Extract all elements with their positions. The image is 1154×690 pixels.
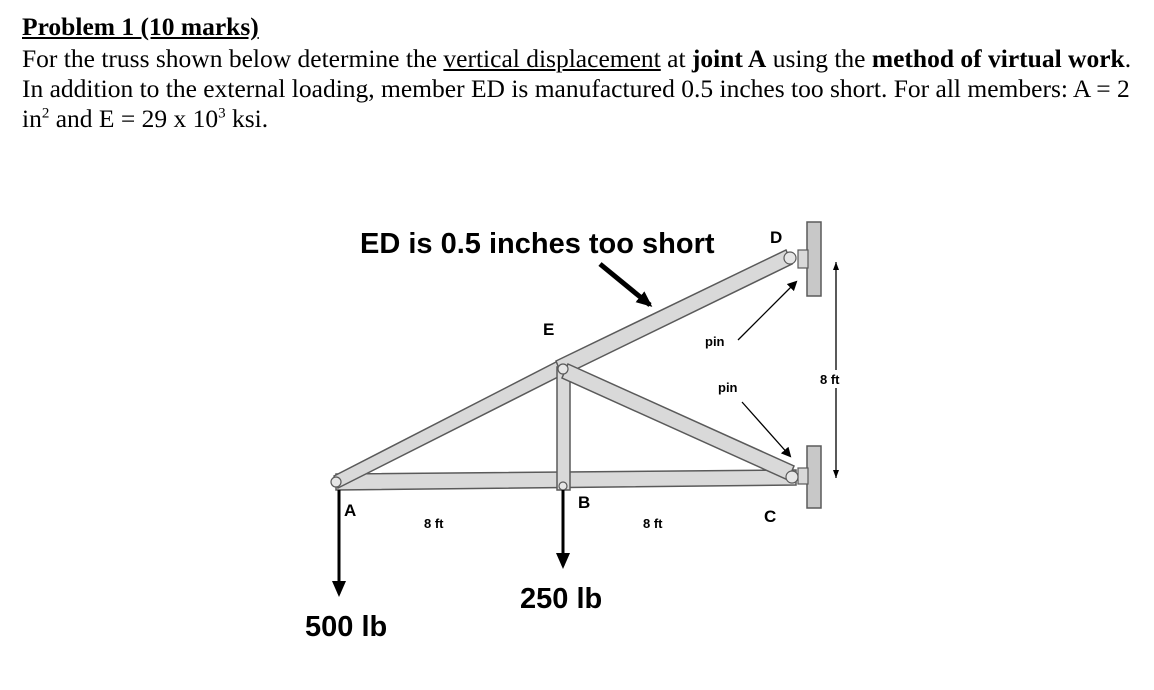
pin-label-upper: pin: [705, 334, 725, 349]
member-ae: [334, 361, 564, 488]
joint-label-a: A: [344, 501, 357, 520]
load-label-a: 500 lb: [305, 611, 388, 643]
pin-e: [558, 364, 568, 374]
statement-part: at: [660, 44, 692, 73]
statement-underlined-term: vertical displacement: [443, 44, 661, 73]
joint-label-e: E: [543, 320, 555, 339]
load-label-b: 250 lb: [520, 583, 603, 615]
modulus-exponent: 3: [218, 105, 226, 122]
statement-part: using the: [766, 44, 872, 73]
area-exponent: 2: [41, 105, 50, 122]
problem-heading: Problem 1 (10 marks): [22, 12, 259, 41]
pin-label-lower: pin: [718, 380, 738, 395]
pin-b: [559, 482, 567, 490]
annotation-arrow: [600, 264, 650, 305]
joint-label-c: C: [764, 507, 777, 526]
statement-part: For the truss shown below determine the: [22, 44, 444, 73]
member-ed: [556, 250, 792, 376]
dimension-cd: 8 ft: [820, 372, 840, 387]
dimension-ab: 8 ft: [424, 516, 444, 531]
pin-d: [784, 252, 796, 264]
pin-c: [786, 471, 798, 483]
support-wall-c: [798, 446, 821, 508]
member-eb: [557, 367, 570, 490]
joint-label-d: D: [770, 228, 783, 247]
pin-a: [331, 477, 341, 487]
annotation-ed-short: ED is 0.5 inches too short: [360, 228, 715, 260]
statement-part: . In addition to the external loading, member ED is manufactured 0.5 inches too short. For all members: A = 2 in: [22, 44, 1132, 133]
pin-pointer-upper: [738, 282, 796, 340]
statement-bold-method: method of virtual work: [871, 44, 1125, 73]
support-wall-d: [798, 222, 821, 296]
joint-label-b: B: [578, 493, 591, 512]
statement-bold-joint: joint A: [691, 44, 767, 73]
statement-part: ksi.: [225, 104, 269, 133]
statement-part: and E = 29 x 10: [49, 104, 219, 133]
dimension-bc: 8 ft: [643, 516, 663, 531]
